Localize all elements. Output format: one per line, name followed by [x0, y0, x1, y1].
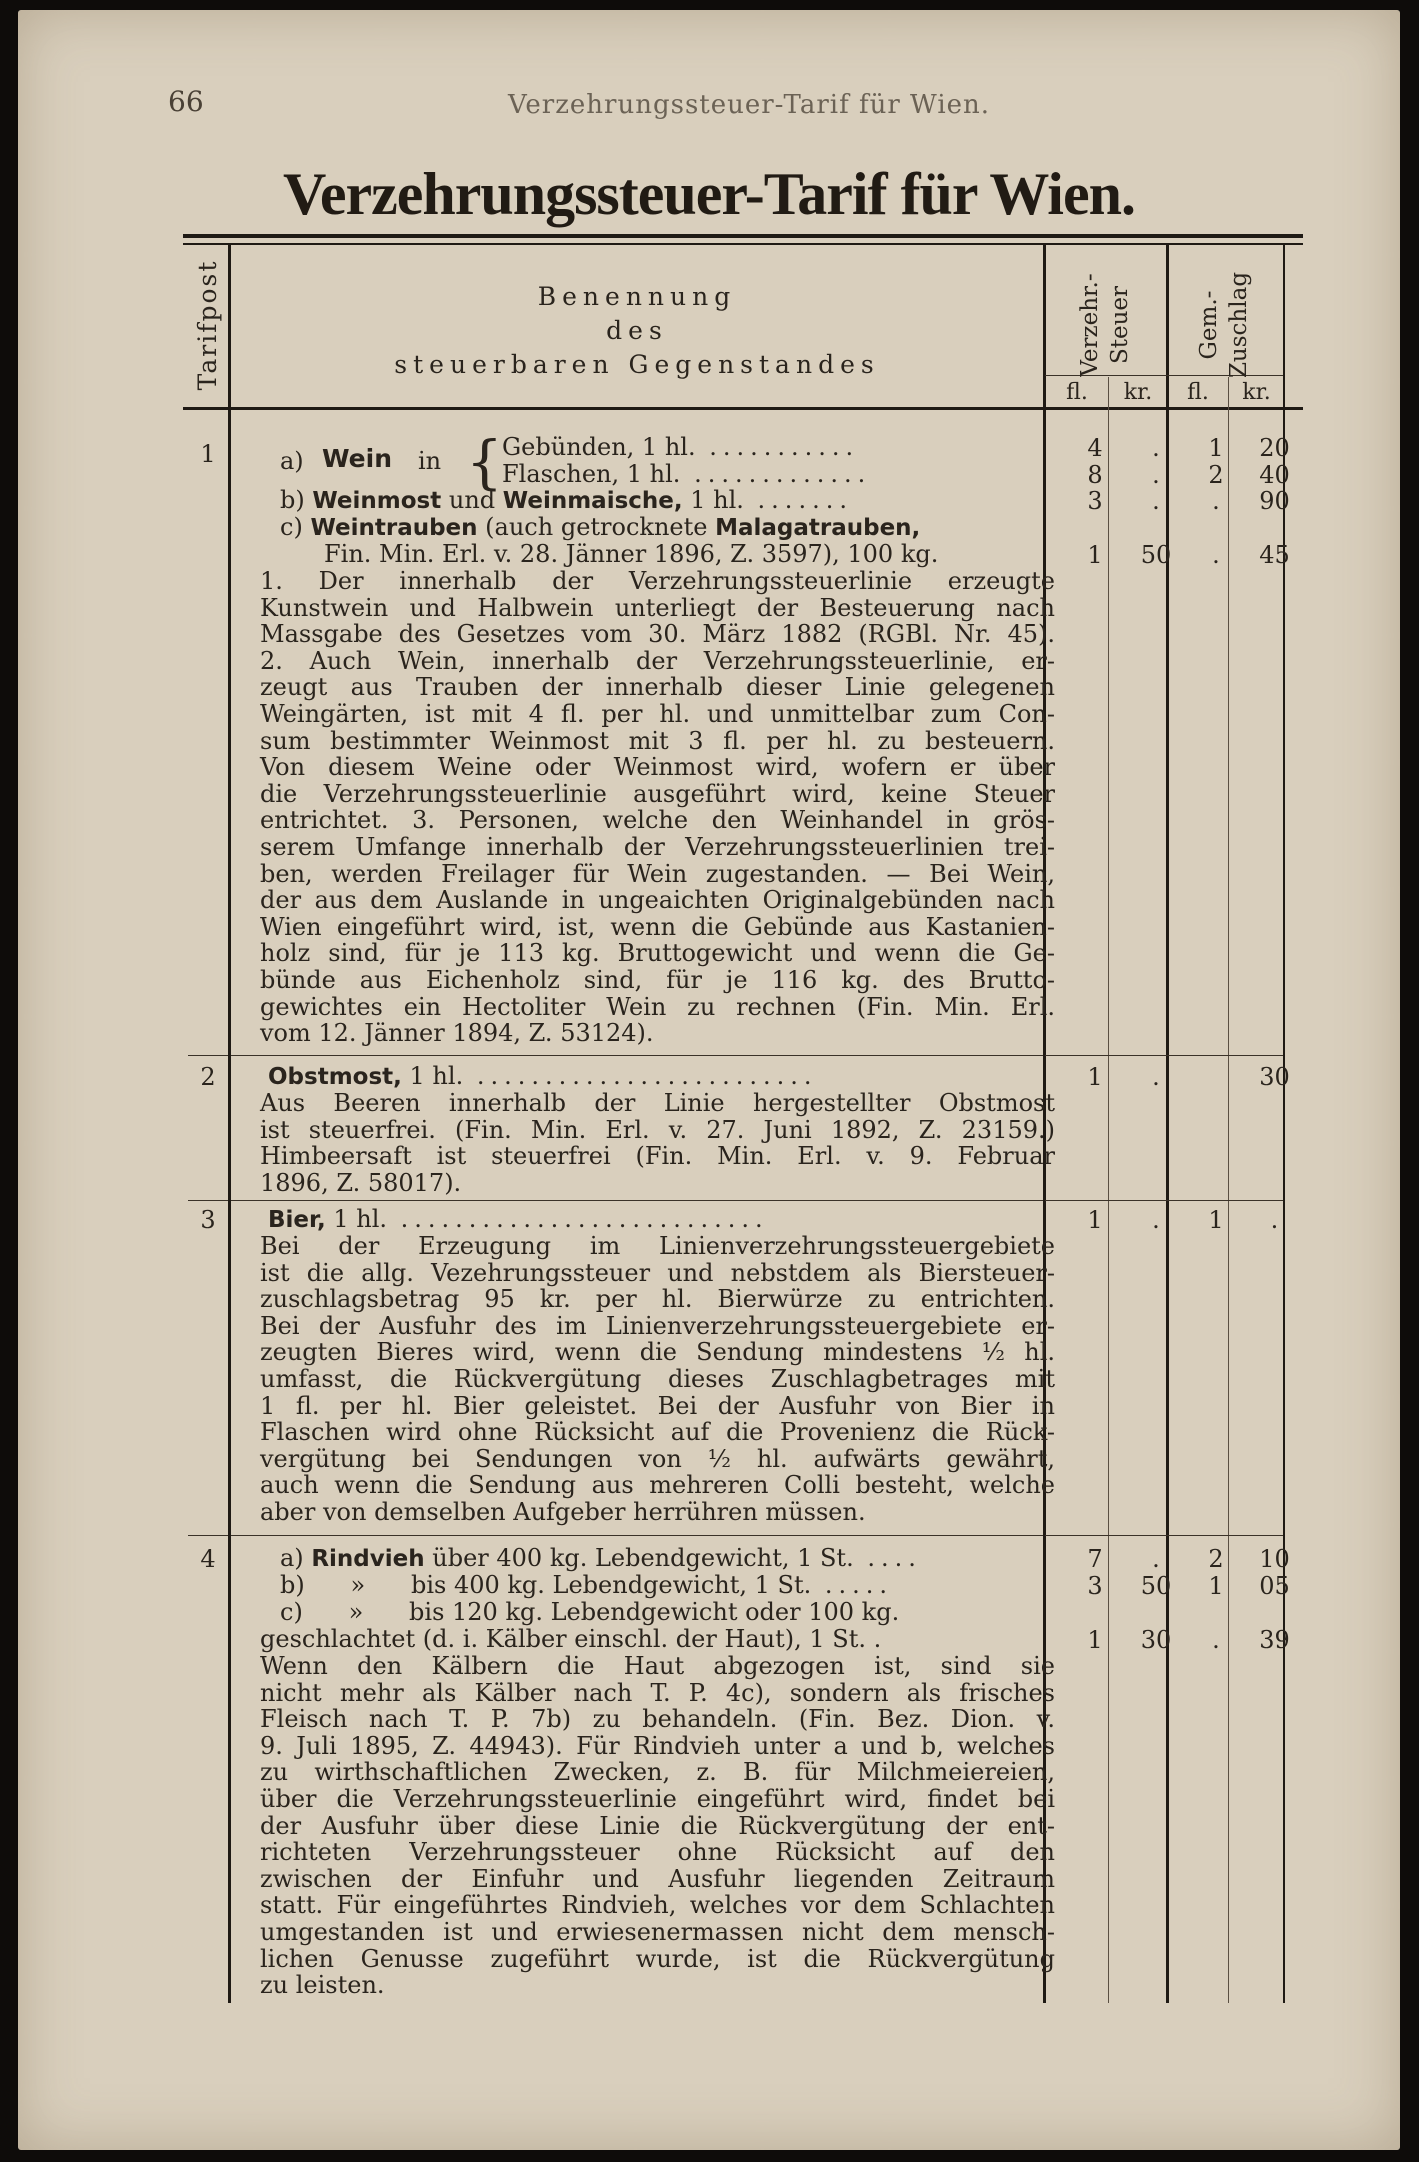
value-kr2: 20 [1259, 434, 1290, 462]
entry-notes [260, 568, 1055, 1047]
entry-notes [260, 1653, 1055, 1999]
note-line: holz sind, für je 113 kg. Bruttogewicht und wenn die Ge- [260, 939, 1055, 968]
entry-text: Flaschen, 1 hl. ............. [502, 460, 872, 488]
value-kr2: . [1270, 1206, 1279, 1234]
value-fl2: 1 [1208, 434, 1224, 462]
note-line: vom 12. Jänner 1894, Z. 53124). [260, 1019, 654, 1048]
note-line: vergütung bei Sendungen von ½ hl. aufwärts gewährt, [260, 1444, 1055, 1473]
value-kr2: 45 [1259, 541, 1290, 569]
value-kr1: . [1152, 1063, 1160, 1091]
value-fl1: 4 [1087, 434, 1103, 462]
brace: { [466, 428, 503, 496]
tarifpost-number: 4 [200, 1545, 216, 1573]
header-bottom-rule [183, 407, 1303, 410]
entry-text: Gebünden, 1 hl. ........... [502, 433, 860, 461]
value-fl2: 2 [1208, 1545, 1224, 1573]
value-fl2: . [1212, 1626, 1220, 1654]
entry-line: geschlachtet (d. i. Kälber einschl. der Haut), 1 St. . [260, 1625, 882, 1653]
value-fl2: 1 [1208, 1206, 1224, 1234]
value-kr1: . [1152, 487, 1160, 515]
value-fl2: 2 [1208, 461, 1224, 489]
note-line: Weingärten, ist mit 4 fl. per hl. und unmittelbar zum Con- [260, 699, 1055, 728]
note-line: 1896, Z. 58017). [260, 1168, 462, 1197]
note-line: der Ausfuhr über diese Linie die Rückvergütung der ent- [260, 1811, 1055, 1840]
note-line: serem Umfange innerhalb der Verzehrungssteuerlinien trei- [260, 832, 1055, 861]
note-line: Fleisch nach T. P. 7b) zu behandeln. (Fin. Bez. Dion. v. [260, 1705, 1055, 1734]
note-line: über die Verzehrungssteuerlinie eingeführt wird, findet bei [260, 1784, 1055, 1813]
value-kr1: . [1152, 1206, 1160, 1234]
row-divider [231, 1200, 1043, 1201]
entry-text: in [418, 447, 442, 475]
note-line: auch wenn die Sendung aus mehreren Colli besteht, welche [260, 1471, 1055, 1500]
note-line: richteten Verzehrungssteuer ohne Rücksicht auf den [260, 1838, 1055, 1867]
value-kr1: 50 [1140, 541, 1172, 569]
row-divider [188, 1055, 228, 1056]
note-line: gewichtes ein Hectoliter Wein zu rechnen (Fin. Min. Erl. [260, 992, 1055, 1021]
col-divider-fl-kr-1 [1108, 377, 1109, 2003]
value-kr2: 10 [1259, 1545, 1290, 1573]
note-line: Bei der Ausfuhr des im Linienverzehrungssteuergebiete er- [260, 1311, 1055, 1340]
value-kr1: . [1152, 1545, 1160, 1573]
value-fl1: 1 [1087, 1063, 1103, 1091]
value-kr2: 39 [1259, 1626, 1290, 1654]
col-header-verzehr: Verzehr.-Steuer [1077, 273, 1133, 377]
value-fl1: 1 [1087, 1626, 1103, 1654]
value-kr1: . [1152, 434, 1160, 462]
running-head: Verzehrungssteuer-Tarif für Wien. [508, 90, 991, 120]
note-line: ben, werden Freilager für Wein zugestanden. — Bei Wein, [260, 859, 1055, 888]
note-line: entrichtet. 3. Personen, welche den Weinhandel in grös- [260, 806, 1055, 835]
value-fl1: 1 [1087, 1206, 1103, 1234]
row-divider [231, 1535, 1043, 1536]
row-divider [1045, 1535, 1283, 1536]
entry-notes [260, 1233, 1055, 1526]
col-header-benennung-1: Benennung [537, 282, 737, 311]
note-line: zu wirthschaftlichen Zwecken, z. B. für Milchmeiereien, [260, 1758, 1055, 1787]
col-divider-post [228, 243, 231, 2003]
note-line: zeugt aus Trauben der innerhalb dieser Linie gelegenen [260, 673, 1055, 702]
value-fl1: 7 [1087, 1545, 1103, 1573]
col-header-fl-1: fl. [1066, 380, 1088, 405]
row-divider [1045, 1055, 1283, 1056]
value-fl2: . [1212, 487, 1220, 515]
note-line: zwischen der Einfuhr und Ausfuhr liegenden Zeitraum [260, 1864, 1055, 1893]
note-line: Von diesem Weine oder Weinmost wird, wofern er über [260, 753, 1055, 782]
col-header-kr-2: kr. [1242, 380, 1271, 405]
tarifpost-number: 1 [200, 440, 216, 468]
entry-line: b) Weinmost und Weinmaische, 1 hl. ....... [280, 486, 853, 514]
col-header-tarifpost: Tarifpost [193, 259, 222, 391]
note-line: der aus dem Auslande in ungeaichten Originalgebünden nach [260, 886, 1055, 915]
entry-line: Obstmost, 1 hl. ......................... [268, 1062, 818, 1090]
value-fl1: 8 [1087, 461, 1103, 489]
col-header-gem: Gem.-Zuschlag [1196, 271, 1252, 379]
value-kr1: 50 [1140, 1572, 1172, 1600]
value-kr2: 90 [1259, 487, 1290, 515]
note-line: 1. Der innerhalb der Verzehrungssteuerlinie erzeugte [260, 567, 1055, 595]
top-rule-thick [183, 234, 1303, 238]
value-kr1: 30 [1140, 1626, 1172, 1654]
note-line: aber von demselben Aufgeber herrühren müssen. [260, 1497, 866, 1526]
col-header-benennung-2: des [606, 316, 668, 345]
note-line: zu leisten. [260, 1971, 385, 2000]
note-line: Himbeersaft ist steuerfrei (Fin. Min. Erl. v. 9. Februar [260, 1142, 1055, 1171]
note-line: 1 fl. per hl. Bier geleistet. Bei der Ausfuhr von Bier in [260, 1391, 1055, 1420]
value-fl1: 3 [1087, 487, 1103, 515]
row-divider [188, 1535, 228, 1536]
value-fl2: . [1212, 541, 1220, 569]
note-line: die Verzehrungssteuerlinie ausgeführt wird, keine Steuer [260, 779, 1055, 808]
note-line: ist die allg. Vezehrungssteuer und nebstdem als Biersteuer- [260, 1258, 1055, 1287]
page [18, 10, 1400, 2150]
entry-notes [260, 1090, 1055, 1196]
note-line: zuschlagsbetrag 95 kr. per hl. Bierwürze zu entrichten. [260, 1285, 1055, 1314]
note-line: Flaschen wird ohne Rücksicht auf die Provenienz die Rück- [260, 1418, 1055, 1447]
note-line: statt. Für eingeführtes Rindvieh, welches vor dem Schlachten [260, 1891, 1055, 1920]
note-line: 9. Juli 1895, Z. 44943). Für Rindvieh unter a und b, welches [260, 1731, 1055, 1760]
col-header-fl-2: fl. [1187, 380, 1209, 405]
col-header-kr-1: kr. [1123, 380, 1153, 405]
page-number: 66 [168, 85, 204, 118]
value-fl2: 1 [1208, 1572, 1224, 1600]
value-kr2: 05 [1259, 1572, 1290, 1600]
entry-keyword: Wein [322, 444, 393, 473]
row-divider [231, 1055, 1043, 1056]
note-line: Wien eingeführt wird, ist, wenn die Gebünde aus Kastanien- [260, 912, 1055, 941]
note-line: Wenn den Kälbern die Haut abgezogen ist, sind sie [260, 1652, 1055, 1680]
tarifpost-number: 2 [200, 1063, 216, 1091]
note-line: zeugten Bieres wird, wenn die Sendung mindestens ½ hl. [260, 1338, 1055, 1367]
note-line: nicht mehr als Kälber nach T. P. 4c), sondern als frisches [260, 1678, 1055, 1707]
row-divider [1045, 1200, 1283, 1201]
entry-line: b) » bis 400 kg. Lebendgewicht, 1 St. ..... [280, 1571, 894, 1599]
note-line: Bei der Erzeugung im Linienverzehrungssteuergebiete [260, 1232, 1055, 1260]
entry-line: c) » bis 120 kg. Lebendgewicht oder 100 kg. [280, 1598, 900, 1626]
top-rule-thin [183, 243, 1303, 245]
note-line: umfasst, die Rückvergütung dieses Zuschlagbetrages mit [260, 1364, 1055, 1393]
entry-prefix: a) [280, 447, 304, 475]
note-line: sum bestimmter Weinmost mit 3 fl. per hl. zu besteuern. [260, 726, 1055, 755]
note-line: Massgabe des Gesetzes vom 30. März 1882 (RGBl. Nr. 45). [260, 620, 1055, 649]
value-kr2: 40 [1259, 461, 1290, 489]
col-header-benennung-3: steuerbaren Gegenstandes [394, 350, 880, 379]
entry-line: c) Weintrauben (auch getrocknete Malagatrauben, [280, 513, 921, 541]
note-line: ist steuerfrei. (Fin. Min. Erl. v. 27. Juni 1892, Z. 23159.) [260, 1115, 1055, 1144]
note-line: Aus Beeren innerhalb der Linie hergestellter Obstmost [260, 1089, 1055, 1117]
value-fl1: 1 [1087, 541, 1103, 569]
value-kr2: 30 [1259, 1063, 1290, 1091]
value-kr1: . [1152, 461, 1160, 489]
entry-line: Fin. Min. Erl. v. 28. Jänner 1896, Z. 3597), 100 kg. [324, 540, 939, 568]
entry-line: a) Rindvieh über 400 kg. Lebendgewicht, 1 St. .... [280, 1544, 922, 1572]
note-line: lichen Genusse zugeführt wurde, ist die Rückvergütung [260, 1944, 1055, 1973]
entry-line: Bier, 1 hl. ........................... [268, 1205, 769, 1233]
tarifpost-number: 3 [200, 1206, 216, 1234]
note-line: Kunstwein und Halbwein unterliegt der Besteuerung nach [260, 593, 1055, 622]
value-fl1: 3 [1087, 1572, 1103, 1600]
col-divider-fl-kr-2 [1228, 377, 1229, 2003]
note-line: umgestanden ist und erwiesenermassen nicht dem mensch- [260, 1917, 1055, 1946]
note-line: 2. Auch Wein, innerhalb der Verzehrungssteuerlinie, er- [260, 646, 1055, 675]
page-title: Verzehrungssteuer-Tarif für Wien. [283, 161, 1135, 227]
note-line: bünde aus Eichenholz sind, für je 116 kg. des Brutto- [260, 965, 1055, 994]
row-divider [188, 1200, 228, 1201]
